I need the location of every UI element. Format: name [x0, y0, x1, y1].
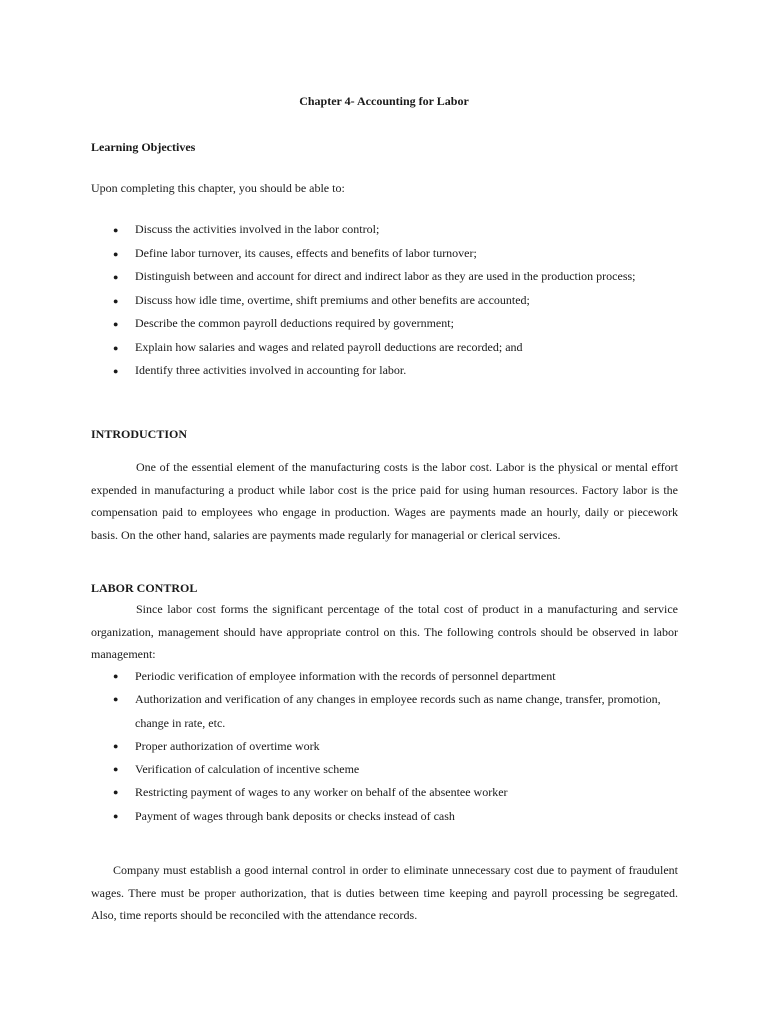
list-item-text: Periodic verification of employee information with the records of personnel department — [135, 669, 556, 683]
bullet-icon: ● — [113, 225, 119, 235]
bullet-icon: ● — [113, 740, 119, 751]
list-item-text: Identify three activities involved in accounting for labor. — [135, 363, 407, 377]
bullet-icon: ● — [113, 319, 119, 329]
introduction-heading: INTRODUCTION — [91, 427, 188, 441]
list-item-text: Discuss how idle time, overtime, shift premiums and other benefits are accounted; — [135, 292, 530, 307]
list-item — [0, 293, 685, 317]
controls-list — [0, 665, 685, 828]
list-item — [0, 688, 685, 735]
list-item — [0, 269, 685, 293]
list-item — [0, 781, 685, 804]
bullet-icon: ● — [113, 810, 119, 821]
labor-control-paragraph: Since labor cost forms the significant percentage of the total cost of product in a manufacturing and service organization, management should have appropriate control on this. The following controls should be observed in labor management: — [91, 602, 678, 662]
closing-paragraph: Company must establish a good internal control in order to eliminate unnecessary cost due to payment of fraudulent wages. There must be proper authorization, that is duties between time keeping and payroll processing be segregated. Also, time reports should be reconciled with the attendance records. — [91, 863, 678, 923]
list-item-text: Define labor turnover, its causes, effects and benefits of labor turnover; — [135, 245, 477, 260]
list-item — [0, 758, 685, 781]
bullet-icon: ● — [113, 764, 119, 775]
list-item-text: Describe the common payroll deductions required by government; — [135, 316, 454, 330]
list-item — [0, 735, 685, 758]
bullet-icon: ● — [113, 272, 119, 282]
list-item — [0, 316, 685, 340]
bullet-icon: ● — [113, 671, 119, 681]
list-item — [0, 363, 685, 387]
list-item — [0, 665, 685, 688]
objectives-list — [0, 222, 685, 387]
list-item-text: Restricting payment of wages to any worker on behalf of the absentee worker — [135, 785, 508, 800]
list-item-text: Authorization and verification of any changes in employee records such as name change, transfer, promotion, change in rate, etc. — [135, 692, 661, 730]
list-item — [0, 340, 685, 364]
list-item-text: Explain how salaries and wages and related payroll deductions are recorded; and — [135, 339, 523, 354]
objectives-intro: Upon completing this chapter, you should be able to: — [91, 181, 345, 195]
bullet-icon: ● — [113, 295, 119, 306]
list-item — [0, 805, 685, 828]
chapter-title: Chapter 4- Accounting for Labor — [299, 94, 469, 108]
list-item-text: Distinguish between and account for direct and indirect labor as they are used in the production process; — [135, 269, 636, 283]
list-item — [0, 246, 685, 270]
list-item — [0, 222, 685, 246]
bullet-icon: ● — [113, 787, 119, 798]
bullet-icon: ● — [113, 248, 119, 259]
list-item-text: Discuss the activities involved in the labor control; — [135, 222, 380, 236]
list-item-text: Verification of calculation of incentive scheme — [135, 762, 360, 777]
bullet-icon: ● — [113, 366, 119, 376]
introduction-paragraph: One of the essential element of the manufacturing costs is the labor cost. Labor is the physical or mental effort expended in manufacturing a product while labor cost is the price paid for using human resources. Factory labor is the compensation paid to employees who engage in production. Wages are payments made an hourly, daily or piecework basis. On the other hand, salaries are payments made regularly for managerial or clerical services. — [91, 460, 678, 542]
list-item-text: Payment of wages through bank deposits or checks instead of cash — [135, 808, 455, 823]
learning-objectives-heading: Learning Objectives — [91, 140, 196, 154]
list-item-text: Proper authorization of overtime work — [135, 738, 320, 753]
labor-control-heading: LABOR CONTROL — [91, 581, 198, 595]
bullet-icon: ● — [113, 342, 119, 353]
bullet-icon: ● — [113, 694, 119, 705]
